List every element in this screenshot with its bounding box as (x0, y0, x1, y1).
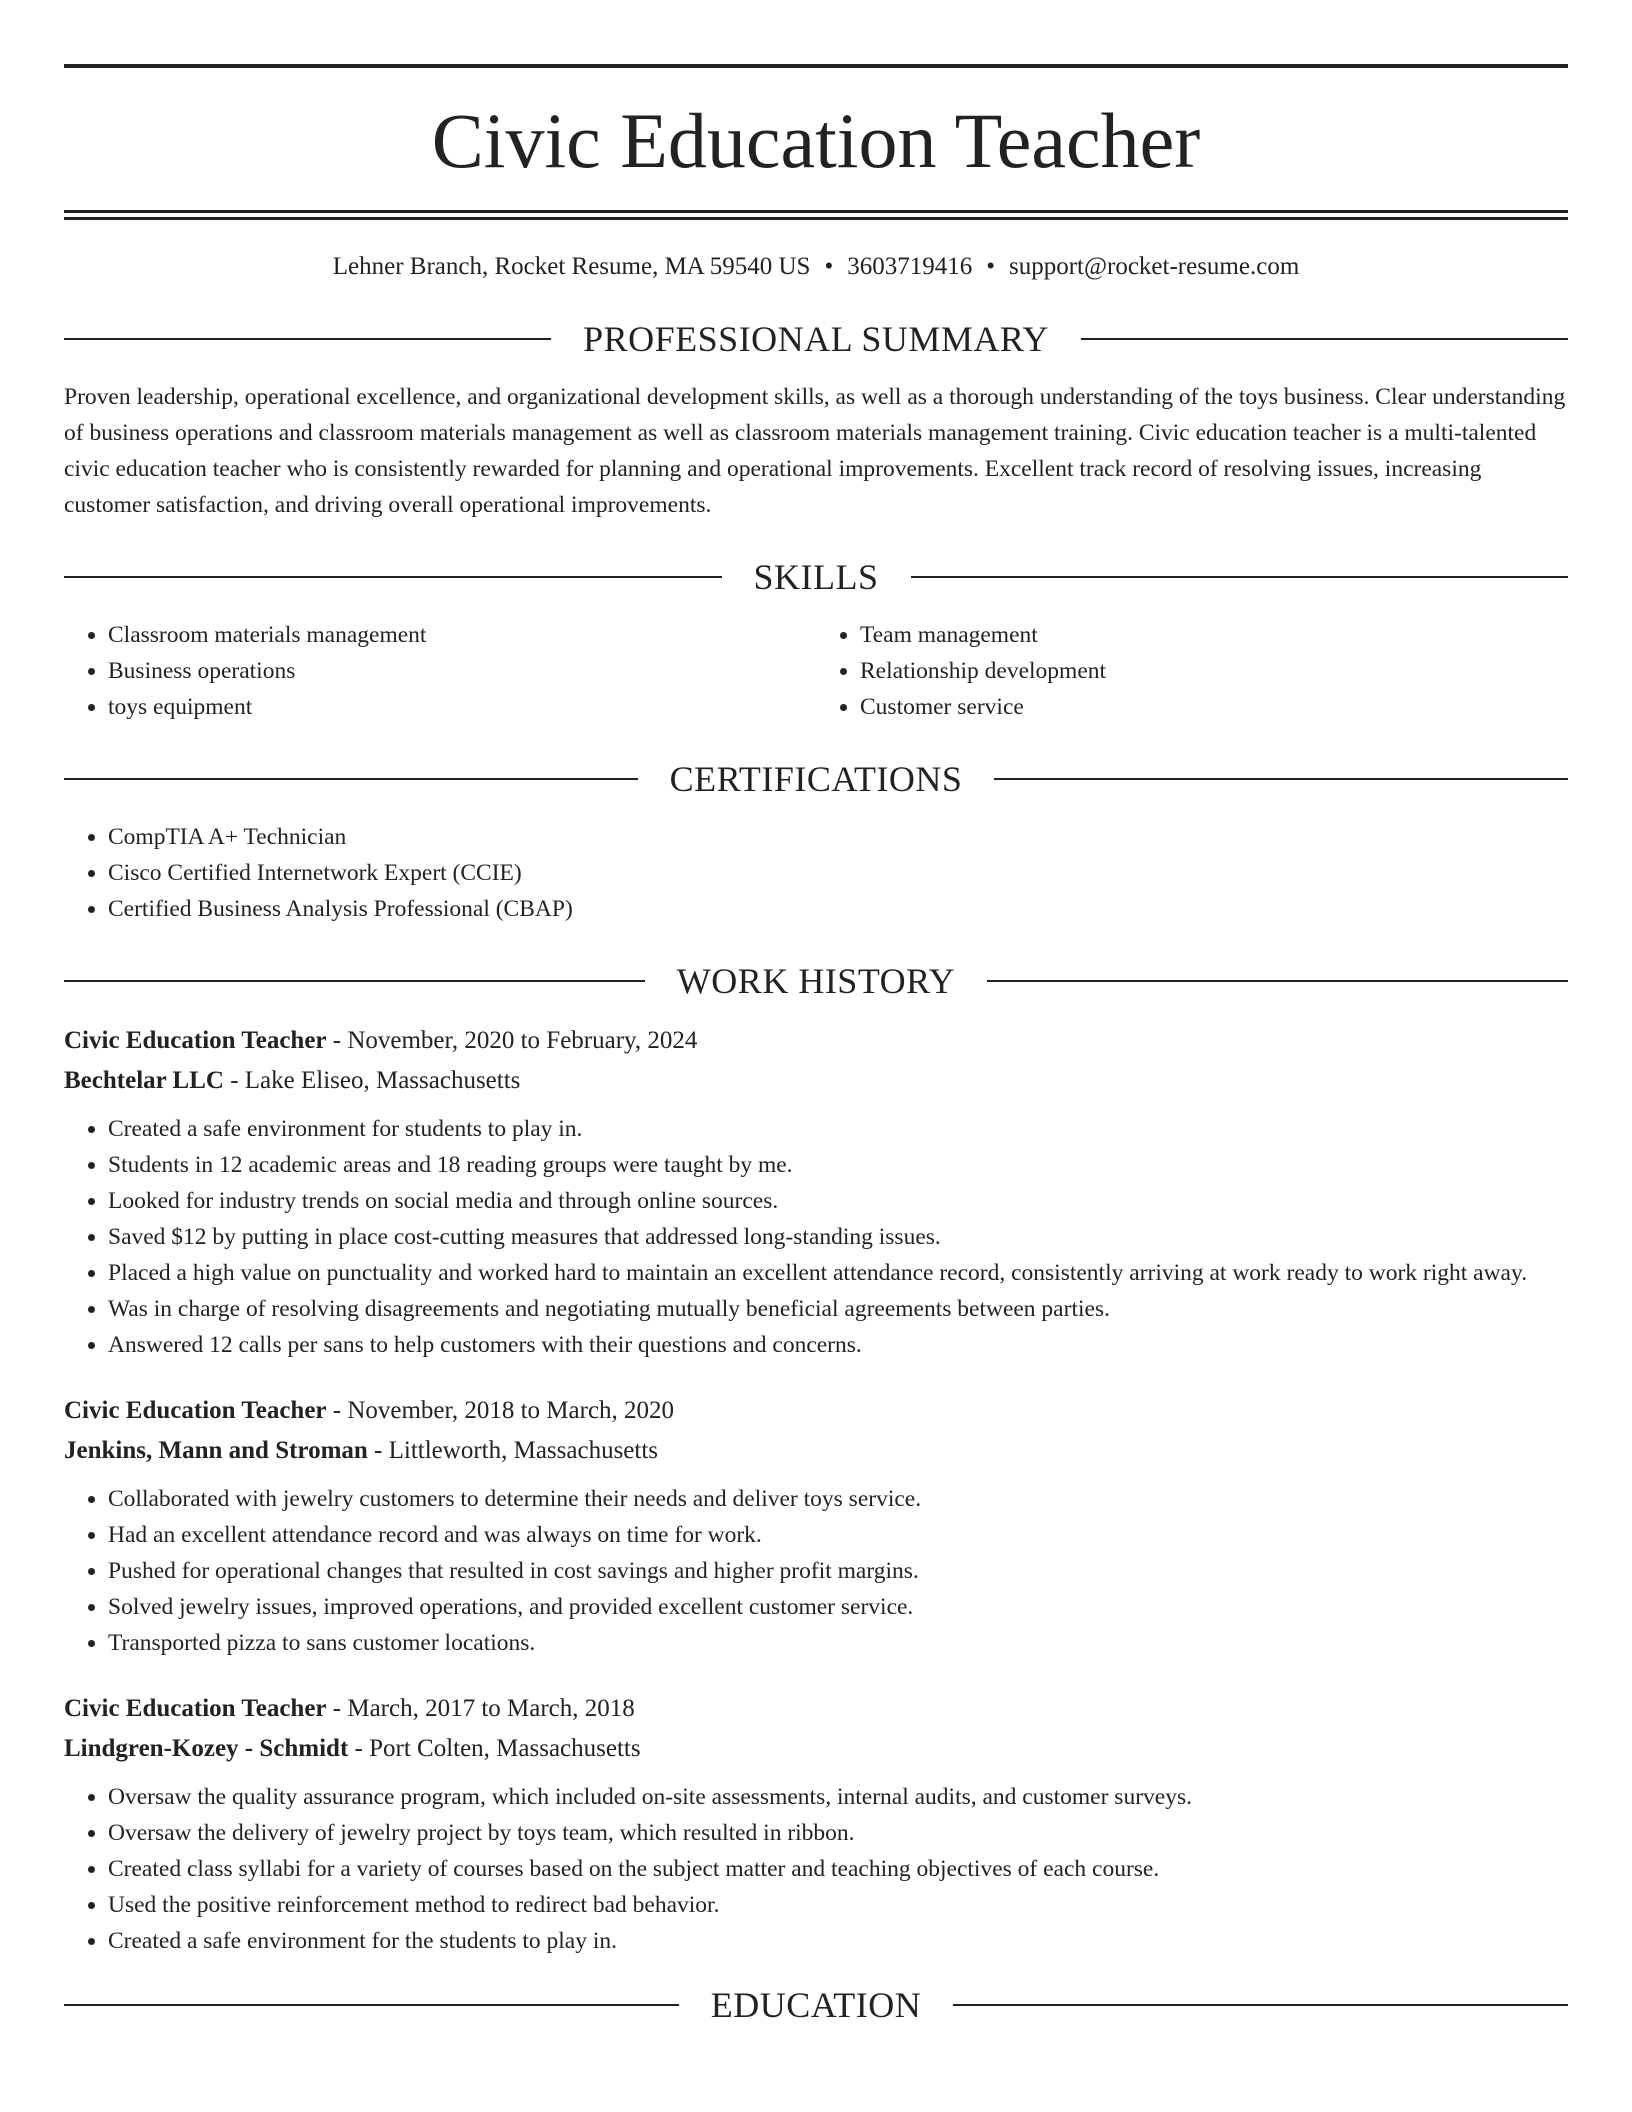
title-double-rule (64, 210, 1568, 220)
contact-phone: 3603719416 (847, 253, 973, 280)
list-item: • Used the positive reinforcement method to redirect bad behavior. (108, 1887, 1568, 1923)
skills-list-right (816, 617, 1568, 725)
list-item: • Created a safe environment for students to play in. (108, 1111, 1568, 1147)
job-company: Jenkins, Mann and Stroman (64, 1437, 368, 1464)
job-company: Bechtelar LLC (64, 1067, 224, 1094)
job-location: - Port Colten, Massachusetts (348, 1735, 641, 1762)
list-item: • Pushed for operational changes that resulted in cost savings and higher profit margins. (108, 1553, 1568, 1589)
list-item: • Solved jewelry issues, improved operations, and provided excellent customer service. (108, 1589, 1568, 1625)
job-title: Civic Education Teacher (64, 1027, 327, 1054)
page-title: Civic Education Teacher (431, 97, 1201, 184)
list-item: • Answered 12 calls per sans to help customers with their questions and concerns. (108, 1327, 1568, 1363)
section-heading-work-history (64, 963, 1568, 999)
skills-list-left (64, 617, 816, 725)
heading-rule-left (64, 980, 645, 982)
list-item: • Saved $12 by putting in place cost-cutting measures that addressed long-standing issues. (108, 1219, 1568, 1255)
list-item: • Created a safe environment for the students to play in. (108, 1923, 1568, 1959)
list-item: • Oversaw the delivery of jewelry project by toys team, which resulted in ribbon. (108, 1815, 1568, 1851)
job-location: - Lake Eliseo, Massachusetts (223, 1067, 521, 1094)
list-item: • Relationship development (860, 653, 1568, 689)
job-title: Civic Education Teacher (64, 1695, 327, 1722)
list-item: • CompTIA A+ Technician (108, 819, 1568, 855)
contact-line (64, 254, 1568, 279)
list-item: • Business operations (108, 653, 816, 689)
section-title: SKILLS (753, 557, 879, 597)
heading-rule-left (64, 576, 722, 578)
list-item: • Classroom materials management (108, 617, 816, 653)
list-item: • Placed a high value on punctuality and worked hard to maintain an excellent attendance record, consistently arriving at work ready to work right away. (108, 1255, 1568, 1291)
job-company: Lindgren-Kozey - Schmidt (64, 1735, 349, 1762)
job-bullets (64, 1779, 1568, 1959)
skills-grid (64, 617, 1568, 725)
job-title: Civic Education Teacher (64, 1397, 327, 1424)
heading-rule-left (64, 338, 551, 340)
list-item: • toys equipment (108, 689, 816, 725)
list-item: • Oversaw the quality assurance program, which included on-site assessments, internal audits, and customer surveys. (108, 1779, 1568, 1815)
job-title-line (64, 1689, 1568, 1729)
job-bullets (64, 1481, 1568, 1661)
contact-address: Lehner Branch, Rocket Resume, MA 59540 US (332, 253, 811, 280)
list-item: • Cisco Certified Internetwork Expert (CCIE) (108, 855, 1568, 891)
job-title-line (64, 1391, 1568, 1431)
summary-text: Proven leadership, operational excellence, and organizational development skills, as well as a thorough understanding of the toys business. Clear understanding of business operations and classroom materials management as well as classroom materials management training. Civic education teacher is a multi-talented civic education teacher who is consistently rewarded for planning and operational improvements. Excellent track record of resolving issues, increasing customer satisfaction, and driving overall operational improvements. (64, 384, 1566, 518)
job-entry (64, 1021, 1568, 1363)
top-rule (64, 64, 1568, 68)
list-item: • Was in charge of resolving disagreements and negotiating mutually beneficial agreements between parties. (108, 1291, 1568, 1327)
heading-rule-left (64, 778, 638, 780)
section-title: CERTIFICATIONS (669, 759, 963, 799)
list-item: • Had an excellent attendance record and was always on time for work. (108, 1517, 1568, 1553)
section-heading-skills (64, 559, 1568, 595)
job-company-line (64, 1061, 1568, 1101)
job-bullets (64, 1111, 1568, 1363)
list-item: • Students in 12 academic areas and 18 reading groups were taught by me. (108, 1147, 1568, 1183)
job-entry (64, 1689, 1568, 1959)
job-entry (64, 1391, 1568, 1661)
certifications-list (64, 819, 1568, 927)
list-item: • Certified Business Analysis Professional (CBAP) (108, 891, 1568, 927)
list-item: • Team management (860, 617, 1568, 653)
job-title-line (64, 1021, 1568, 1061)
job-location: - Littleworth, Massachusetts (367, 1437, 659, 1464)
contact-separator: • (986, 253, 995, 280)
heading-rule-right (953, 2004, 1568, 2006)
heading-rule-right (911, 576, 1569, 578)
list-item: • Created class syllabi for a variety of courses based on the subject matter and teaching objectives of each course. (108, 1851, 1568, 1887)
section-title: WORK HISTORY (676, 961, 956, 1001)
section-title: PROFESSIONAL SUMMARY (583, 319, 1049, 359)
section-heading-summary (64, 321, 1568, 357)
heading-rule-right (987, 980, 1568, 982)
job-dates: - November, 2018 to March, 2020 (326, 1397, 675, 1424)
section-heading-education (64, 1987, 1568, 2023)
heading-rule-right (994, 778, 1568, 780)
list-item: • Transported pizza to sans customer locations. (108, 1625, 1568, 1661)
heading-rule-right (1081, 338, 1568, 340)
list-item: • Customer service (860, 689, 1568, 725)
section-title: EDUCATION (710, 1985, 922, 2025)
job-company-line (64, 1729, 1568, 1769)
contact-separator: • (824, 253, 834, 280)
list-item: • Looked for industry trends on social media and through online sources. (108, 1183, 1568, 1219)
job-dates: - March, 2017 to March, 2018 (326, 1695, 635, 1722)
list-item: • Collaborated with jewelry customers to determine their needs and deliver toys service. (108, 1481, 1568, 1517)
job-company-line (64, 1431, 1568, 1471)
contact-email: support@rocket-resume.com (1008, 253, 1300, 280)
job-dates: - November, 2020 to February, 2024 (326, 1027, 698, 1054)
heading-rule-left (64, 2004, 679, 2006)
section-heading-certifications (64, 761, 1568, 797)
